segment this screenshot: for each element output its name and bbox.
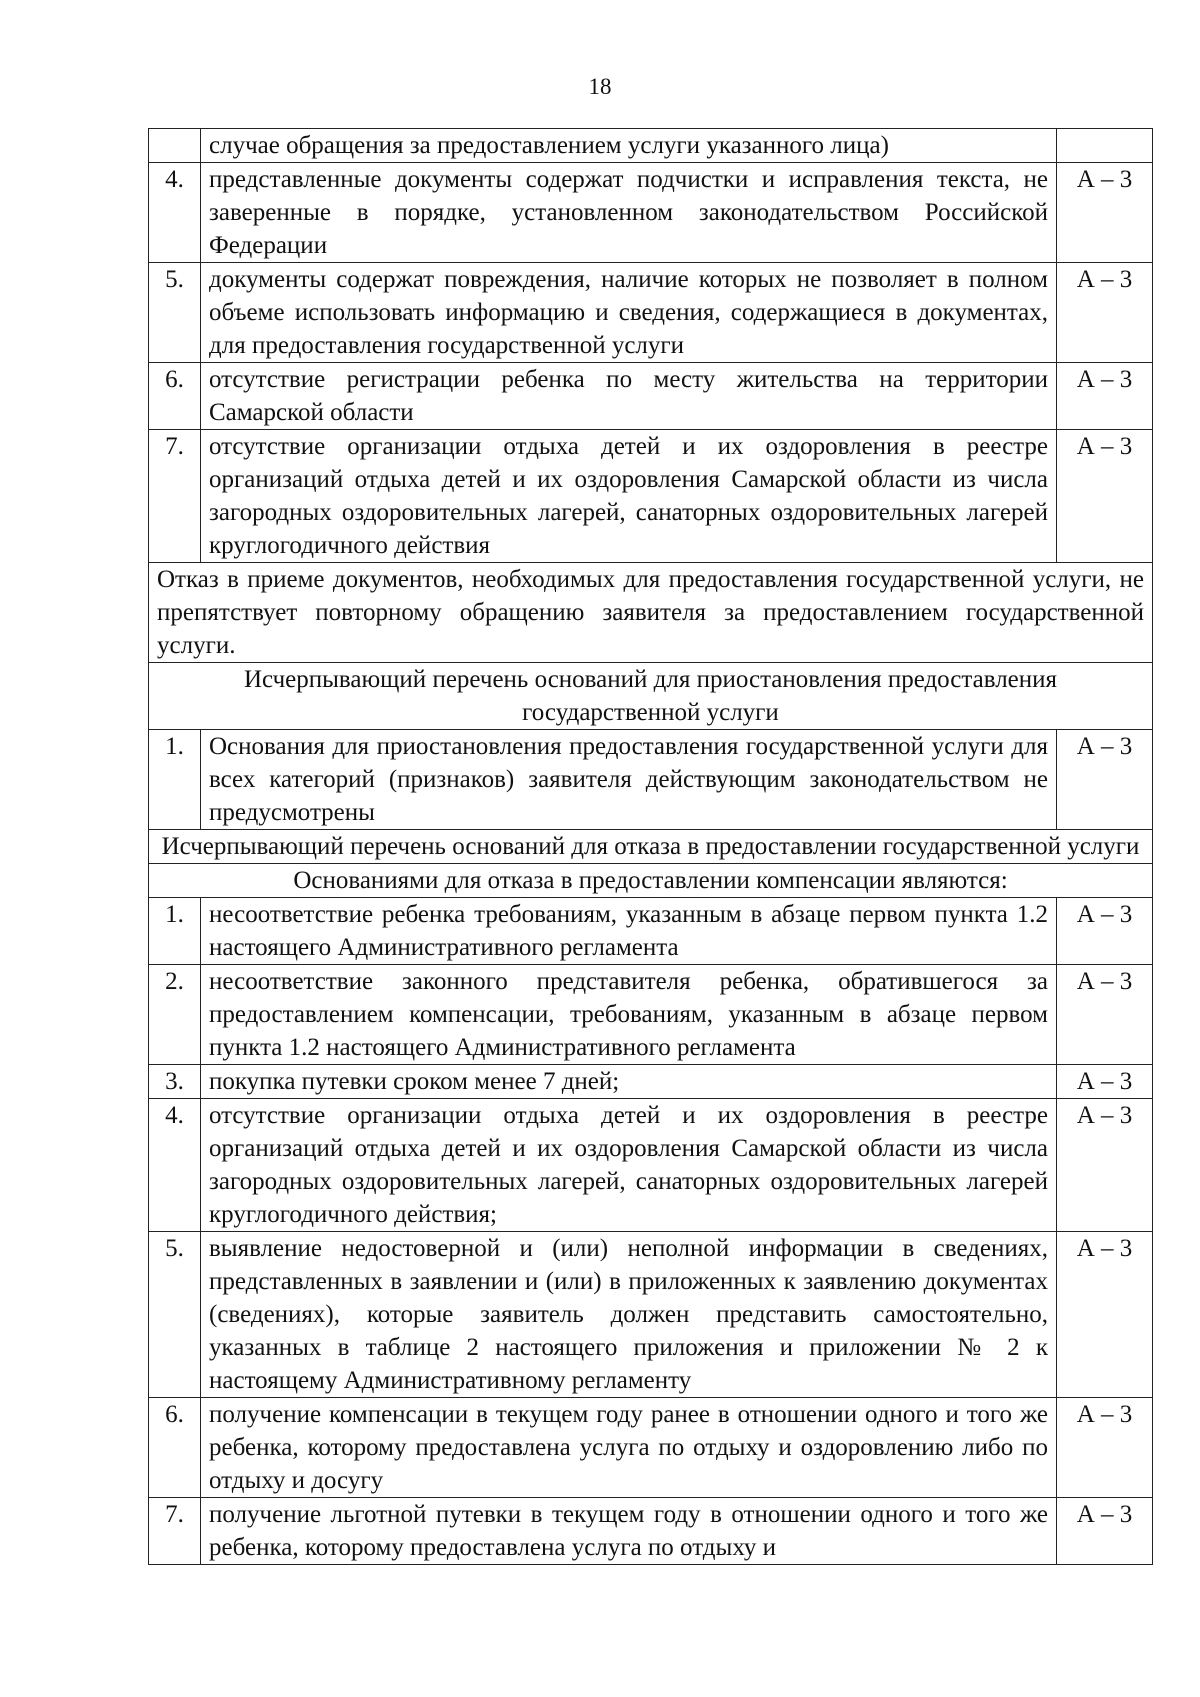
table-row — [149, 1099, 1153, 1232]
row-number: 5. — [149, 1232, 201, 1398]
row-text: выявление недостоверной и (или) неполной информации в сведениях, представленных в заявлении и (или) в приложенных к заявлению документах (сведениях), которые заявитель должен представить самостоятельно, указанных в таблице 2 настоящего приложения и приложении № 2 к настоящему Административному регламенту — [201, 1232, 1057, 1398]
row-number: 7. — [149, 1498, 201, 1565]
table-row — [149, 129, 1153, 163]
refusal-note: Отказ в приеме документов, необходимых для предоставления государственной услуги, не препятствует повторному обращению заявителя за предоставлением государственной услуги. — [149, 563, 1153, 663]
row-number: 7. — [149, 430, 201, 563]
row-number: 3. — [149, 1065, 201, 1099]
row-code: А – 3 — [1057, 430, 1153, 563]
row-code: А – 3 — [1057, 1498, 1153, 1565]
row-text: случае обращения за предоставлением услуги указанного лица) — [201, 129, 1057, 163]
suspension-heading: Исчерпывающий перечень оснований для приостановления предоставления государственной услуги — [149, 663, 1153, 730]
row-text: представленные документы содержат подчистки и исправления текста, не заверенные в порядке, установленном законодательством Российской Федерации — [201, 163, 1057, 263]
row-number: 6. — [149, 363, 201, 430]
table-row — [149, 563, 1153, 663]
row-code: А – 3 — [1057, 1099, 1153, 1232]
row-code: А – 3 — [1057, 263, 1153, 363]
row-code — [1057, 129, 1153, 163]
table-row — [149, 965, 1153, 1065]
row-code: А – 3 — [1057, 1065, 1153, 1099]
table-row — [149, 864, 1153, 898]
row-number: 6. — [149, 1398, 201, 1498]
row-text: Основания для приостановления предоставления государственной услуги для всех категорий (признаков) заявителя действующим законодательством не предусмотрены — [201, 730, 1057, 830]
table-row — [149, 1232, 1153, 1398]
table-row — [149, 430, 1153, 563]
row-number: 4. — [149, 163, 201, 263]
row-code: А – 3 — [1057, 363, 1153, 430]
table-row — [149, 730, 1153, 830]
row-code: А – 3 — [1057, 898, 1153, 965]
row-number: 1. — [149, 898, 201, 965]
table-row — [149, 898, 1153, 965]
denial-heading: Исчерпывающий перечень оснований для отказа в предоставлении государственной услуги — [149, 830, 1153, 864]
row-number: 1. — [149, 730, 201, 830]
row-text: покупка путевки сроком менее 7 дней; — [201, 1065, 1057, 1099]
row-code: А – 3 — [1057, 1232, 1153, 1398]
denial-subheading: Основаниями для отказа в предоставлении компенсации являются: — [149, 864, 1153, 898]
table-row — [149, 663, 1153, 730]
table-row — [149, 1065, 1153, 1099]
table-row — [149, 1498, 1153, 1565]
row-text: отсутствие организации отдыха детей и их оздоровления в реестре организаций отдыха детей и их оздоровления Самарской области из числа загородных оздоровительных лагерей, санаторных оздоровительных лагерей круглогодичного действия; — [201, 1099, 1057, 1232]
row-text: несоответствие законного представителя ребенка, обратившегося за предоставлением компенсации, требованиям, указанным в абзаце первом пункта 1.2 настоящего Административного регламента — [201, 965, 1057, 1065]
table-row — [149, 830, 1153, 864]
row-text: получение компенсации в текущем году ранее в отношении одного и того же ребенка, которому предоставлена услуга по отдыху и оздоровлению либо по отдыху и досугу — [201, 1398, 1057, 1498]
table-row — [149, 1398, 1153, 1498]
row-text: несоответствие ребенка требованиям, указанным в абзаце первом пункта 1.2 настоящего Административного регламента — [201, 898, 1057, 965]
row-text: отсутствие организации отдыха детей и их оздоровления в реестре организаций отдыха детей и их оздоровления Самарской области из числа загородных оздоровительных лагерей, санаторных оздоровительных лагерей круглогодичного действия — [201, 430, 1057, 563]
table-row — [149, 263, 1153, 363]
row-text: получение льготной путевки в текущем году в отношении одного и того же ребенка, которому предоставлена услуга по отдыху и — [201, 1498, 1057, 1565]
requirements-table — [148, 128, 1153, 1565]
row-number: 5. — [149, 263, 201, 363]
table-row — [149, 163, 1153, 263]
row-text: отсутствие регистрации ребенка по месту жительства на территории Самарской области — [201, 363, 1057, 430]
row-number: 4. — [149, 1099, 201, 1232]
page-number: 18 — [588, 74, 612, 99]
row-code: А – 3 — [1057, 965, 1153, 1065]
row-code: А – 3 — [1057, 1398, 1153, 1498]
row-number: 2. — [149, 965, 201, 1065]
row-code: А – 3 — [1057, 730, 1153, 830]
row-code: А – 3 — [1057, 163, 1153, 263]
table-row — [149, 363, 1153, 430]
row-number — [149, 129, 201, 163]
row-text: документы содержат повреждения, наличие которых не позволяет в полном объеме использовать информацию и сведения, содержащиеся в документах, для предоставления государственной услуги — [201, 263, 1057, 363]
